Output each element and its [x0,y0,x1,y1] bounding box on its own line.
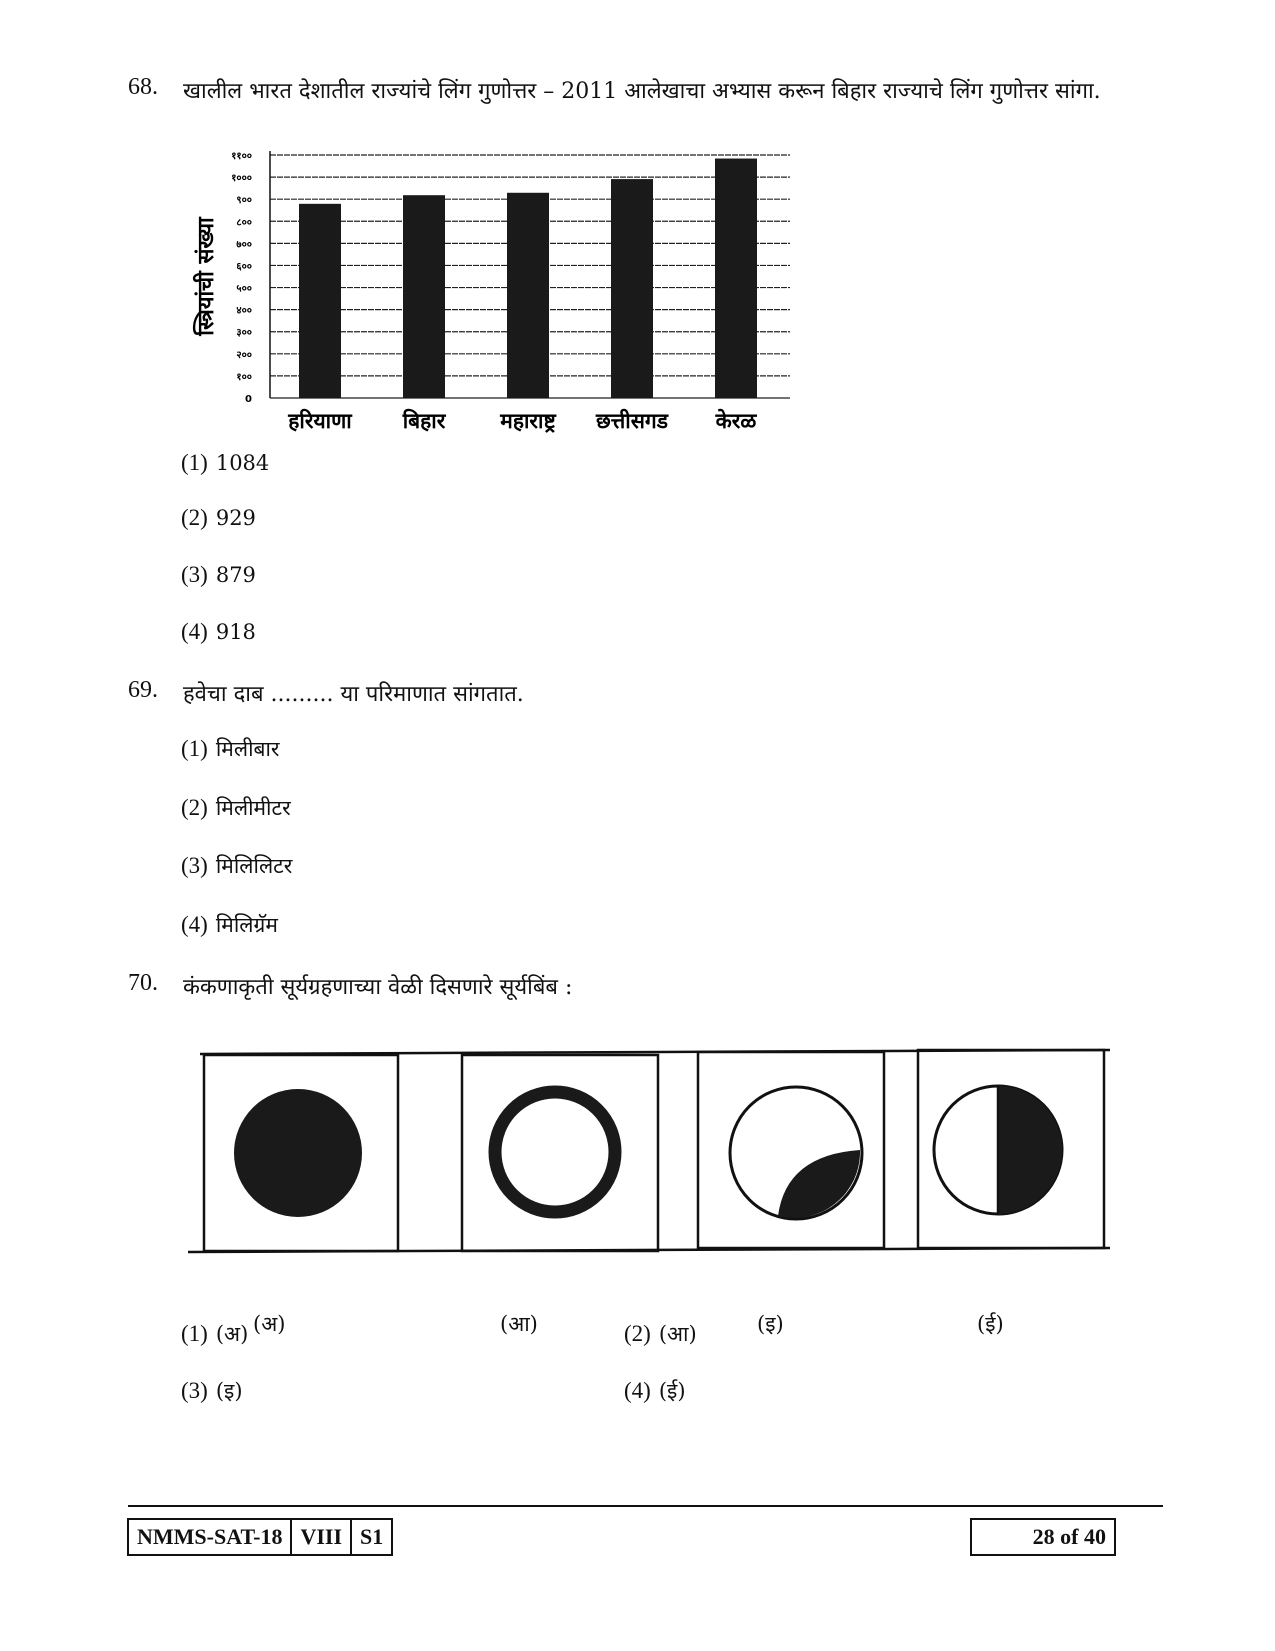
y-tick-label: ६०० [236,261,252,273]
q68-option-4-text: 918 [215,620,256,644]
figure-label-i: (इ) [757,1312,784,1336]
bar-3 [507,193,549,398]
q69-option-2[interactable] [181,794,291,822]
y-tick-label: ४०० [236,305,252,317]
q68-option-1[interactable] [181,450,269,476]
y-tick-label: ३०० [236,327,252,339]
q69-option-4-text: मिलिग्रॅम [215,913,278,937]
q70-option-4[interactable] [624,1377,686,1405]
eclipse-figures [180,1040,1120,1270]
footer-standard: VIII [292,1520,352,1554]
q69-option-4[interactable] [181,911,278,939]
q69-option-3[interactable] [181,852,292,880]
q68-option-2-text: 929 [215,506,256,530]
q70-option-2-text: (आ) [658,1322,697,1346]
q69-option-1[interactable] [181,735,280,763]
q68-option-3[interactable] [181,562,256,588]
bar-5 [715,159,757,398]
q68-option-3-num: (3) [181,562,208,587]
y-tick-label: ५०० [236,283,252,295]
y-tick-label: ७०० [236,239,252,251]
x-category-label: छत्तीसगड [596,409,668,433]
y-tick-label: १०० [236,371,252,383]
question-70-number: 70. [128,970,158,996]
q68-option-1-text: 1084 [215,451,270,475]
sex-ratio-bar-chart [185,140,825,470]
figure-i-partial-eclipse [698,1052,884,1248]
q69-option-3-num: (3) [181,853,208,878]
q70-option-4-text: (ई) [658,1379,686,1403]
question-68-number: 68. [128,74,158,100]
x-category-label: महाराष्ट्र [500,409,556,433]
y-tick-label: ८०० [236,217,252,229]
y-tick-label: १००० [231,173,252,185]
footer-exam-code [127,1518,393,1556]
q70-option-2-num: (2) [624,1321,651,1346]
figure-label-aa: (आ) [500,1312,538,1336]
bar-1 [299,204,341,398]
q70-option-2[interactable] [624,1320,697,1348]
q70-option-4-num: (4) [624,1378,651,1403]
figure-label-ii: (ई) [977,1312,1004,1336]
footer-set: S1 [360,1524,384,1549]
y-tick-label: ११०० [231,151,252,162]
q69-option-2-num: (2) [181,795,208,820]
q69-option-1-text: मिलीबार [215,737,280,761]
q69-option-1-num: (1) [181,736,208,761]
y-tick-label: २०० [236,349,252,361]
question-69-number: 69. [128,677,158,703]
q70-option-1[interactable] [181,1320,248,1348]
q70-option-3-text: (इ) [215,1379,243,1403]
q70-option-3[interactable] [181,1377,243,1405]
bar-4 [611,179,653,398]
q70-option-1-text: (अ) [215,1322,249,1346]
q70-option-3-num: (3) [181,1378,208,1403]
q68-option-1-num: (1) [181,450,208,475]
figure-a-total-eclipse [204,1055,398,1251]
x-category-label: बिहार [402,409,446,433]
q68-option-4-num: (4) [181,619,208,644]
q70-option-1-num: (1) [181,1321,208,1346]
question-69-text: हवेचा दाब ......... या परिमाणात सांगतात. [183,682,524,707]
footer-page-number: 28 of 40 [1032,1524,1106,1549]
footer-page-box [970,1518,1116,1556]
question-68-text: खालील भारत देशातील राज्यांचे लिंग गुणोत्तर – 2011 आलेखाचा अभ्यास करून बिहार राज्याचे लिंग गुणोत्तर सांगा. [183,79,1101,104]
y-axis-title: स्त्रियांची संख्या [194,217,219,336]
footer-rule [128,1505,1163,1507]
chart-svg [185,140,825,470]
q69-option-4-num: (4) [181,912,208,937]
q69-option-2-text: मिलीमीटर [215,796,291,820]
bar-2 [403,195,445,398]
question-70-text: कंकणाकृती सूर्यग्रहणाच्या वेळी दिसणारे सूर्यबिंब : [183,975,573,1000]
q69-option-3-text: मिलिलिटर [215,854,293,878]
y-tick-label: 0 [245,394,252,405]
q68-option-3-text: 879 [215,563,256,587]
footer-code: NMMS-SAT-18 [129,1520,292,1554]
figure-aa-annular-ring [462,1055,658,1251]
q68-option-2-num: (2) [181,505,208,530]
q68-option-4[interactable] [181,619,256,645]
figure-label-a: (अ) [253,1312,286,1336]
q68-option-2[interactable] [181,505,256,531]
x-category-label: हरियाणा [288,409,352,433]
y-tick-label: ९०० [236,195,252,207]
figure-ii-half-disc [918,1050,1104,1248]
x-category-label: केरळ [715,409,757,433]
